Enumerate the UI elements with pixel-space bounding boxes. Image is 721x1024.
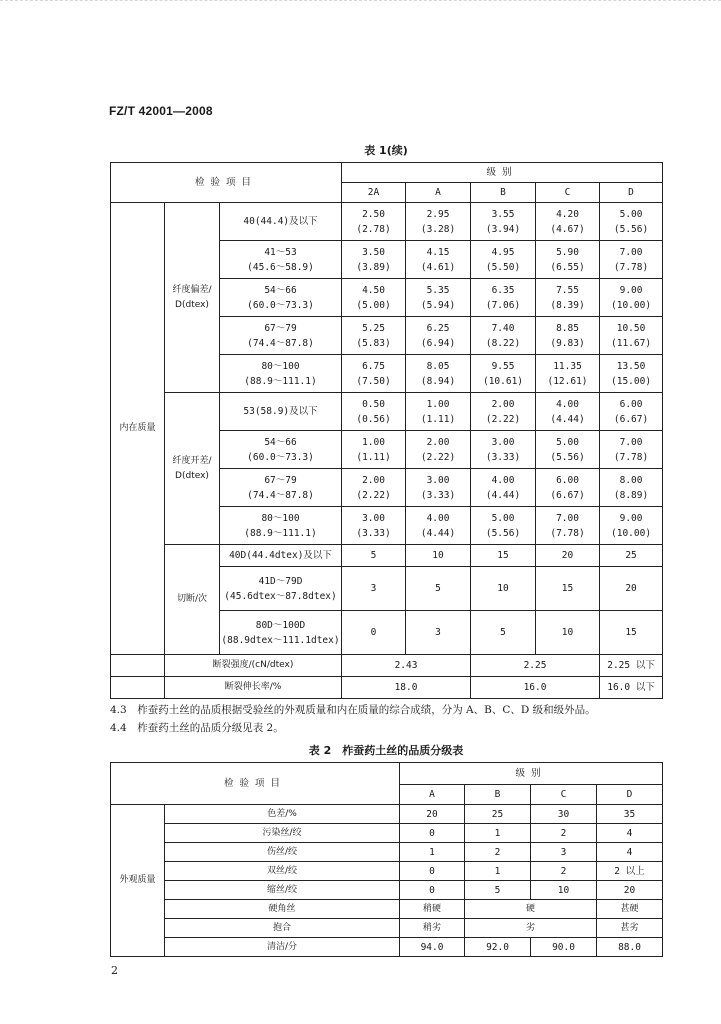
grade-value (536, 393, 600, 431)
category-appearance-quality: 外观质量 (111, 805, 165, 957)
grade-value: 1 (465, 824, 531, 843)
standard-code: FZ/T 42001—2008 (109, 104, 213, 118)
value-line: (11.67) (611, 337, 652, 349)
value-line: (8.39) (550, 299, 585, 311)
grade-value: 稍硬 (400, 900, 465, 919)
spec-range (220, 355, 342, 393)
table2-item-header: 检验项目 (111, 763, 400, 805)
value-line: 5.25 (362, 322, 385, 334)
value-line: 5.00 (491, 512, 515, 524)
grade-value (406, 317, 471, 355)
grade-value (536, 355, 600, 393)
value-line: (7.06) (485, 299, 521, 311)
value-line: 8.85 (556, 322, 579, 334)
value-line: (3.33) (485, 451, 521, 463)
grade-value (600, 469, 663, 507)
spec-range (220, 203, 342, 241)
spec-range (220, 317, 342, 355)
group-label-line: D(dtex) (175, 470, 209, 481)
category-internal-quality: 内在质量 (111, 203, 165, 655)
row-elongation-b-c: 16.0 (471, 677, 600, 699)
group-max-size-deviation (165, 393, 220, 545)
table2-grade-header: 级别 (400, 763, 663, 785)
grade-value (406, 241, 471, 279)
spec-range (220, 545, 342, 567)
grade-value: 0 (400, 824, 465, 843)
spec-range (220, 241, 342, 279)
row-elongation-label: 断裂伸长率/% (165, 677, 342, 699)
grade-value: 10 (536, 611, 600, 655)
grade-value (536, 279, 600, 317)
value-line: (5.56) (613, 223, 649, 235)
value-line: (4.44) (550, 413, 585, 425)
grade-value (342, 317, 406, 355)
grade-value (471, 393, 536, 431)
value-line: 3.50 (362, 246, 385, 258)
value-line: (10.00) (611, 527, 652, 539)
grade-value (600, 279, 663, 317)
spec-range (220, 279, 342, 317)
spec-range (220, 507, 342, 545)
value-line: 2.00 (362, 474, 385, 486)
value-line: (8.22) (485, 337, 521, 349)
value-line: (5.83) (356, 337, 391, 349)
value-line: 3.55 (491, 208, 515, 220)
row-label: 清洁/分 (165, 938, 400, 957)
grade-value: 甚硬 (597, 900, 663, 919)
spec-line: 40(44.4)及以下 (243, 216, 318, 227)
value-line: (2.22) (356, 489, 391, 501)
value-line: 11.35 (553, 360, 582, 372)
grade-value: 4 (597, 824, 663, 843)
grade-value (406, 469, 471, 507)
grade-value: 甚劣 (597, 919, 663, 938)
spec-line: 67～79 (264, 474, 297, 486)
row-label: 污染丝/绞 (165, 824, 400, 843)
table1-grade-a: A (406, 183, 471, 203)
grade-value: 35 (597, 805, 663, 824)
table1-grade-header: 级别 (342, 163, 663, 183)
value-line: 7.00 (556, 512, 579, 524)
value-line: (0.56) (356, 413, 391, 425)
quality-table-2 (110, 762, 663, 957)
value-line: 2.50 (362, 208, 385, 220)
grade-value (471, 507, 536, 545)
page-number: 2 (111, 964, 118, 977)
table1-grade-c: C (536, 183, 600, 203)
grade-value (342, 393, 406, 431)
grade-value: 20 (400, 805, 465, 824)
value-line: 4.00 (426, 512, 450, 524)
value-line: 3.00 (426, 474, 450, 486)
spec-line: 80～100 (261, 512, 300, 524)
value-line: (3.94) (485, 223, 521, 235)
grade-value (406, 203, 471, 241)
grade-value (600, 317, 663, 355)
value-line: 4.00 (556, 398, 579, 410)
value-line: 7.55 (556, 284, 579, 296)
value-line: 4.00 (491, 474, 515, 486)
grade-value: 劣 (465, 919, 597, 938)
grade-value: 20 (536, 545, 600, 567)
value-line: (7.78) (613, 261, 649, 273)
grade-value: 30 (531, 805, 597, 824)
value-line: 5.35 (426, 284, 450, 296)
spec-line: 67～79 (264, 322, 297, 334)
grade-value (600, 355, 663, 393)
row-tenacity-label: 断裂强度/(cN/dtex) (165, 655, 342, 677)
group-label-line: D(dtex) (175, 299, 209, 310)
grade-value (471, 279, 536, 317)
spec-line: 54～66 (264, 436, 297, 448)
value-line: (10.61) (482, 375, 524, 387)
value-line: 3.00 (362, 512, 385, 524)
table2-grade-c: C (531, 785, 597, 805)
grade-value: 5 (342, 545, 406, 567)
value-line: 2.95 (426, 208, 450, 220)
value-line: (5.56) (550, 451, 585, 463)
value-line: 1.00 (362, 436, 385, 448)
grade-value: 10 (531, 881, 597, 900)
grade-value (471, 431, 536, 469)
value-line: (1.11) (420, 413, 456, 425)
value-line: 5.00 (619, 208, 643, 220)
grade-value (342, 507, 406, 545)
value-line: 9.55 (491, 360, 515, 372)
scan-edge-line (0, 0, 721, 15)
spec-line: (88.9～111.1) (244, 527, 317, 539)
value-line: (3.33) (420, 489, 456, 501)
value-line: (2.22) (485, 413, 521, 425)
grade-value (471, 203, 536, 241)
grade-value: 0 (342, 611, 406, 655)
value-line: (4.44) (420, 527, 456, 539)
grade-value: 3 (406, 611, 471, 655)
grade-value (471, 469, 536, 507)
row-label: 抱合 (165, 919, 400, 938)
spec-range (220, 611, 342, 655)
row-tenacity-2a-a: 2.43 (342, 655, 471, 677)
grade-value (406, 355, 471, 393)
value-line: 6.00 (556, 474, 579, 486)
grade-value (536, 431, 600, 469)
value-line: (4.44) (485, 489, 521, 501)
grade-value (342, 355, 406, 393)
spec-line: (88.9～111.1) (244, 375, 317, 387)
grade-value: 3 (342, 567, 406, 611)
quality-table-1 (110, 162, 663, 699)
value-line: 1.00 (426, 398, 450, 410)
value-line: (5.94) (420, 299, 456, 311)
row-label: 硬角丝 (165, 900, 400, 919)
value-line: (9.83) (550, 337, 585, 349)
value-line: 0.50 (362, 398, 385, 410)
value-line: 10.50 (616, 322, 646, 334)
grade-value (471, 241, 536, 279)
grade-value: 2 (531, 862, 597, 881)
value-line: (7.78) (613, 451, 649, 463)
value-line: (2.22) (420, 451, 456, 463)
spec-line: 41D～79D (258, 575, 303, 587)
spec-line: 80D～100D (255, 619, 306, 631)
row-elongation-2a-a: 18.0 (342, 677, 471, 699)
spec-line: 54～66 (264, 284, 297, 296)
grade-value (536, 241, 600, 279)
spec-line: (60.0～73.3) (247, 299, 314, 311)
grade-value: 25 (465, 805, 531, 824)
value-line: (7.50) (356, 375, 391, 387)
grade-value: 5 (406, 567, 471, 611)
spec-line: (88.9dtex～111.1dtex) (221, 634, 340, 646)
table1-caption: 表 1(续) (364, 144, 408, 157)
value-line: (3.33) (356, 527, 391, 539)
value-line: (5.50) (485, 261, 521, 273)
row-tenacity-b-c: 2.25 (471, 655, 600, 677)
grade-value (342, 431, 406, 469)
paragraph-4-4: 4.4 柞蚕药土丝的品质分级见表 2。 (110, 722, 284, 734)
grade-value (536, 317, 600, 355)
grade-value: 稍劣 (400, 919, 465, 938)
grade-value (406, 393, 471, 431)
value-line: 6.00 (619, 398, 643, 410)
value-line: (4.67) (550, 223, 585, 235)
table2-caption: 表 2 柞蚕药土丝的品质分级表 (308, 744, 464, 757)
spec-line: (45.6dtex～87.8dtex) (224, 590, 337, 602)
value-line: (10.00) (611, 299, 652, 311)
grade-value: 2 以上 (597, 862, 663, 881)
grade-value (406, 279, 471, 317)
value-line: 6.75 (362, 360, 385, 372)
row-elongation-d: 16.0 以下 (600, 677, 663, 699)
grade-value (536, 203, 600, 241)
value-line: (8.94) (420, 375, 456, 387)
row-label: 色差/% (165, 805, 400, 824)
value-line: (6.67) (613, 413, 649, 425)
value-line: (5.56) (485, 527, 521, 539)
grade-value: 1 (400, 843, 465, 862)
value-line: 3.00 (491, 436, 515, 448)
value-line: 9.00 (619, 512, 643, 524)
group-label-line: 纤度开差/ (172, 455, 212, 466)
grade-value (406, 507, 471, 545)
grade-value (342, 279, 406, 317)
spec-line: (74.4～87.8) (247, 337, 314, 349)
grade-value: 94.0 (400, 938, 465, 957)
table1-grade-d: D (600, 183, 663, 203)
value-line: 7.40 (491, 322, 515, 334)
spec-line: (60.0～73.3) (247, 451, 314, 463)
group-label-line: 纤度偏差/ (172, 284, 212, 295)
grade-value (600, 393, 663, 431)
value-line: 5.90 (556, 246, 579, 258)
value-line: 2.00 (491, 398, 515, 410)
value-line: (6.94) (420, 337, 456, 349)
spec-line: 53(58.9)及以下 (243, 406, 318, 417)
grade-value: 25 (600, 545, 663, 567)
value-line: (6.55) (550, 261, 585, 273)
value-line: (8.89) (613, 489, 649, 501)
value-line: (3.28) (420, 223, 456, 235)
table2-grade-a: A (400, 785, 465, 805)
grade-value: 88.0 (597, 938, 663, 957)
grade-value: 2 (465, 843, 531, 862)
value-line: 9.00 (619, 284, 643, 296)
grade-value: 15 (536, 567, 600, 611)
grade-value (342, 469, 406, 507)
value-line: 8.00 (619, 474, 643, 486)
grade-value: 硬 (465, 900, 597, 919)
grade-value: 2 (531, 824, 597, 843)
grade-value: 10 (406, 545, 471, 567)
row-label: 双丝/绞 (165, 862, 400, 881)
grade-value: 0 (400, 862, 465, 881)
spec-range (220, 469, 342, 507)
paragraph-4-3: 4.3 柞蚕药土丝的品质根据受验丝的外观质量和内在质量的综合成绩，分为 A、B、C、D 级和级外品。 (110, 704, 596, 716)
spec-line: (74.4～87.8) (247, 489, 314, 501)
grade-value (471, 317, 536, 355)
grade-value (600, 203, 663, 241)
value-line: (5.00) (356, 299, 391, 311)
grade-value: 0 (400, 881, 465, 900)
grade-value (471, 355, 536, 393)
grade-value (600, 241, 663, 279)
table2-grade-d: D (597, 785, 663, 805)
grade-value (406, 431, 471, 469)
value-line: 4.20 (556, 208, 579, 220)
value-line: 13.50 (616, 360, 646, 372)
value-line: (6.67) (550, 489, 585, 501)
grade-value: 20 (597, 881, 663, 900)
grade-value: 1 (465, 862, 531, 881)
row-tenacity-d: 2.25 以下 (600, 655, 663, 677)
grade-value (600, 431, 663, 469)
grade-value: 92.0 (465, 938, 531, 957)
grade-value: 15 (600, 611, 663, 655)
spec-line: (45.6～58.9) (247, 261, 314, 273)
table2-grade-b: B (465, 785, 531, 805)
value-line: (1.11) (356, 451, 391, 463)
table1-item-header: 检验项目 (111, 163, 342, 203)
row-label: 缩丝/绞 (165, 881, 400, 900)
value-line: 2.00 (426, 436, 450, 448)
grade-value: 5 (471, 611, 536, 655)
spec-line: 80～100 (261, 360, 300, 372)
value-line: (3.89) (356, 261, 391, 273)
grade-value: 20 (600, 567, 663, 611)
grade-value (342, 203, 406, 241)
value-line: 4.50 (362, 284, 385, 296)
value-line: 6.25 (426, 322, 450, 334)
grade-value: 5 (465, 881, 531, 900)
grade-value: 4 (597, 843, 663, 862)
grade-value: 90.0 (531, 938, 597, 957)
value-line: 7.00 (619, 436, 643, 448)
grade-value: 10 (471, 567, 536, 611)
value-line: (7.78) (550, 527, 585, 539)
value-line: 6.35 (491, 284, 515, 296)
grade-value (600, 507, 663, 545)
spec-range (220, 431, 342, 469)
grade-value (536, 469, 600, 507)
group-size-deviation (165, 203, 220, 393)
value-line: 4.15 (426, 246, 450, 258)
value-line: (2.78) (356, 223, 391, 235)
spec-line: 40D(44.4dtex)及以下 (229, 550, 332, 561)
value-line: 8.05 (426, 360, 450, 372)
group-breaks: 切断/次 (165, 545, 220, 655)
row-label: 伤丝/绞 (165, 843, 400, 862)
grade-value: 15 (471, 545, 536, 567)
grade-value (342, 241, 406, 279)
value-line: (12.61) (547, 375, 588, 387)
table1-grade-2a: 2A (342, 183, 406, 203)
grade-value (536, 507, 600, 545)
value-line: (15.00) (611, 375, 652, 387)
spec-line: 41～53 (264, 246, 297, 258)
value-line: 5.00 (556, 436, 579, 448)
spec-range (220, 567, 342, 611)
grade-value: 3 (531, 843, 597, 862)
value-line: (4.61) (420, 261, 456, 273)
value-line: 7.00 (619, 246, 643, 258)
table1-grade-b: B (471, 183, 536, 203)
value-line: 4.95 (491, 246, 515, 258)
spec-range (220, 393, 342, 431)
